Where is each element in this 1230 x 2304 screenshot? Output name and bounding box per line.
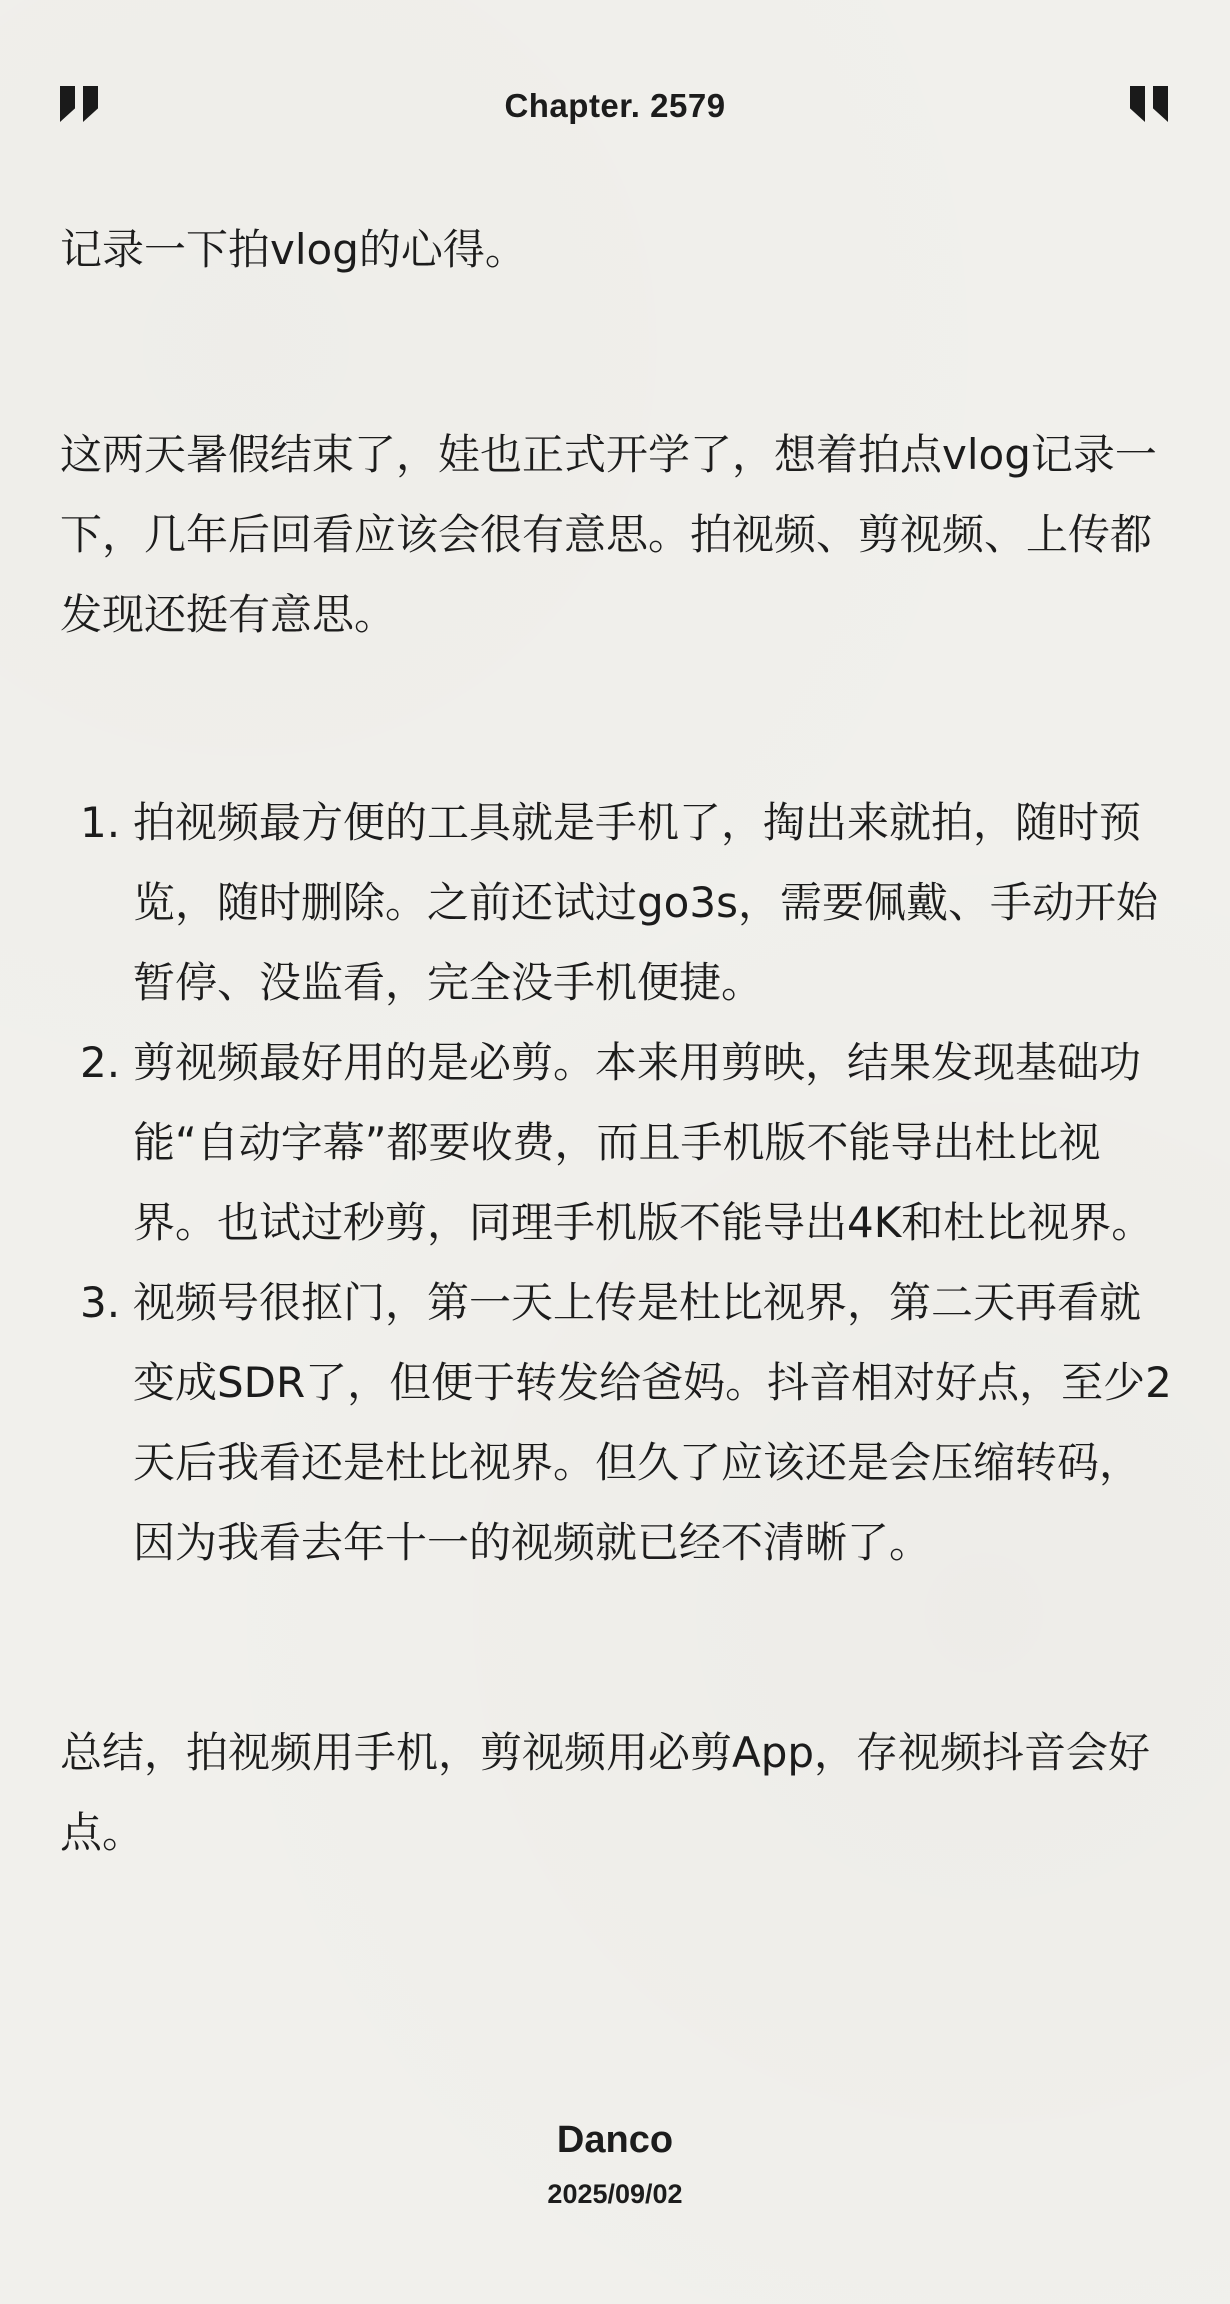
list-text: 拍视频最方便的工具就是手机了，掏出来就拍，随时预览，随时删除。之前还试过go3s，需要佩戴、手动开始暂停、没监看，完全没手机便捷。 (133, 798, 1158, 1007)
chapter-title: Chapter. 2579 (504, 87, 726, 124)
post-date: 2025/09/02 (547, 2179, 683, 2209)
close-quote-icon (1130, 86, 1170, 122)
list-text: 视频号很抠门，第一天上传是杜比视界，第二天再看就变成SDR了，但便于转发给爸妈。抖音相对好点，至少2天后我看还是杜比视界。但久了应该还是会压缩转码，因为我看去年十一的视频就已经不清晰了。 (133, 1278, 1172, 1567)
list-number: 1. (80, 798, 121, 847)
intro-paragraph: 记录一下拍vlog的心得。 (60, 225, 527, 274)
list-text: 剪视频最好用的是必剪。本来用剪映，结果发现基础功能“自动字幕”都要收费，而且手机版不能导出杜比视界。也试过秒剪，同理手机版不能导出4K和杜比视界。 (133, 1038, 1154, 1247)
list-number: 3. (80, 1278, 121, 1327)
list-item (60, 1263, 1175, 1583)
tips-list (60, 783, 1175, 1583)
list-number: 2. (80, 1038, 121, 1087)
body-paragraph: 这两天暑假结束了，娃也正式开学了，想着拍点vlog记录一下，几年后回看应该会很有意思。拍视频、剪视频、上传都发现还挺有意思。 (60, 430, 1157, 639)
article-body (60, 210, 1175, 1873)
summary-paragraph: 总结，拍视频用手机，剪视频用必剪App，存视频抖音会好点。 (60, 1728, 1151, 1857)
list-item (60, 783, 1175, 1023)
list-item (60, 1023, 1175, 1263)
signature (0, 2112, 1230, 2214)
author-name: Danco (556, 2119, 674, 2161)
header (60, 84, 1170, 128)
